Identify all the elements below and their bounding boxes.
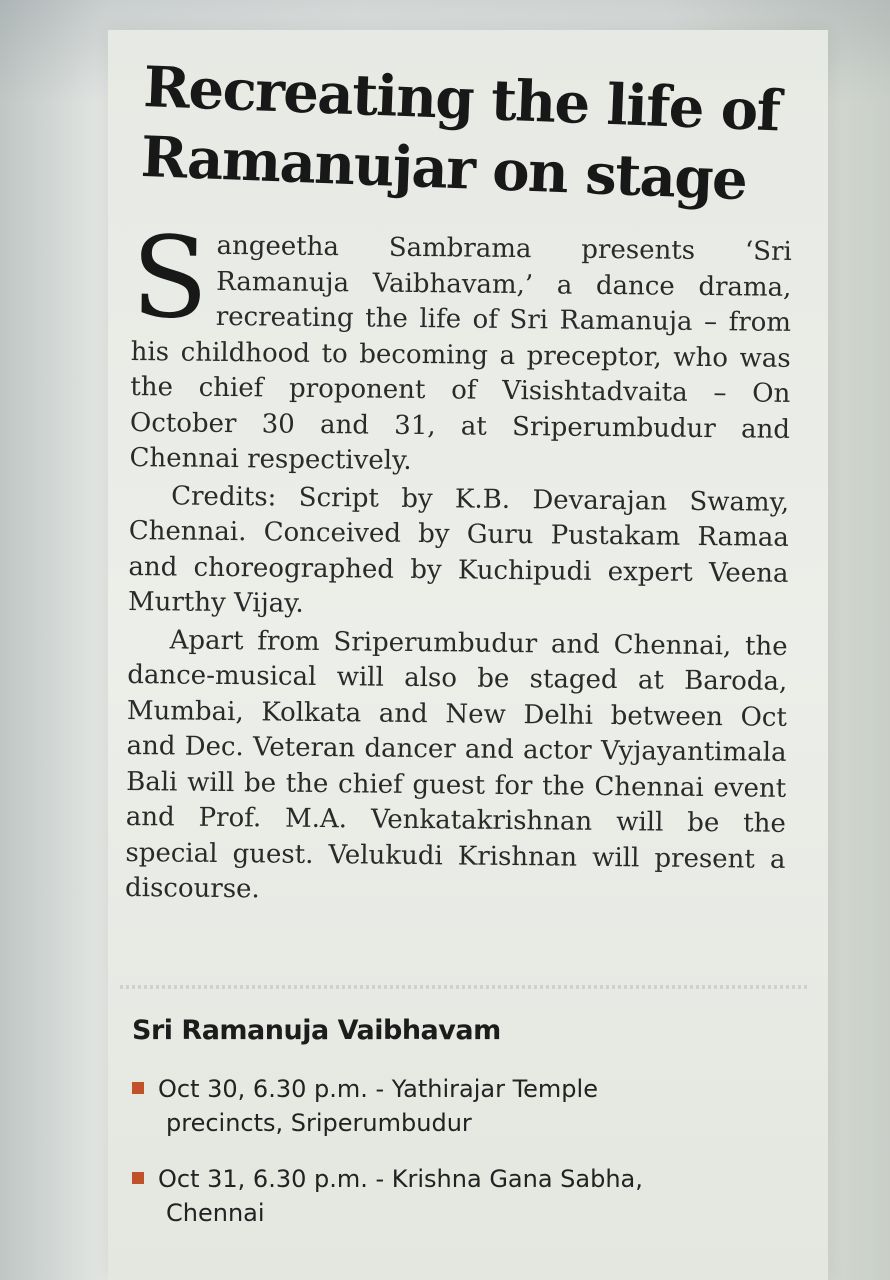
event-box-title: Sri Ramanuja Vaibhavam [132,1015,501,1046]
article-body [124,213,792,915]
headline-line-2: Ramanujar on stage [139,123,748,214]
paragraph-3: Apart from Sriperumbudur and Chennai, the dance-musical will also be staged at Baroda, Mumbai, Kolkata and New Delhi between Oct and Dec. Veteran dancer and actor Vyjayantimala Bali will be the chief guest for the Chennai event and Prof. M.A. Venkatakrishnan will be the special guest. Velukudi Krishnan will present a discourse. [124,624,788,905]
square-bullet-icon [132,1172,144,1184]
event-line-2: precincts, Sriperumbudur [166,1109,472,1137]
section-divider [120,985,810,989]
headline-line-1: Recreating the life of [142,53,781,145]
paragraph-2: Credits: Script by K.B. Devarajan Swamy, Chennai. Conceived by Guru Pustakam Ramaa and choreographed by Kuchipudi expert Veena Murthy Vijay. [127,480,790,619]
event-line-2: Chennai [166,1199,265,1227]
headline [140,52,785,216]
paragraph-1 [129,213,792,483]
event-line-1: Oct 30, 6.30 p.m. - Yathirajar Temple [158,1075,598,1103]
square-bullet-icon [132,1082,144,1094]
event-line-1: Oct 31, 6.30 p.m. - Krishna Gana Sabha, [158,1165,643,1193]
event-item [132,1162,752,1230]
drop-cap: S [130,213,209,344]
paragraph-1-text: angeetha Sambrama presents ‘Sri Ramanuja Vaibhavam,’ a dance drama, recreating the life of Sri Ramanuja – from his childhood to becoming a preceptor, who was the chief proponent of Visishtadvaita – On October 30 and 31, at Sriperumbudur and Chennai respectively. [129,230,792,476]
event-item [132,1072,752,1140]
